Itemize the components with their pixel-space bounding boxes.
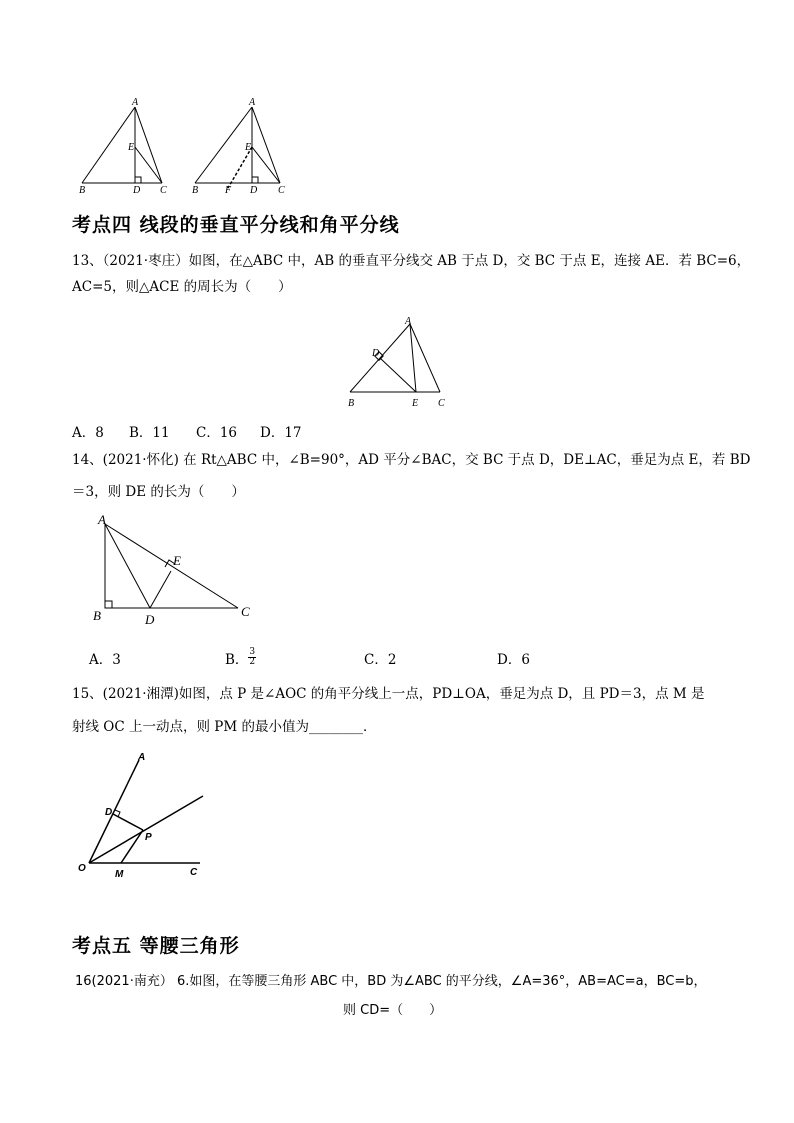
q14-option-b-label: B．	[225, 652, 249, 668]
q13-label-D: D	[372, 348, 380, 359]
label-D: D	[133, 185, 141, 195]
section4-title: 考点四 线段的垂直平分线和角平分线	[72, 214, 400, 236]
section5-title: 考点五 等腰三角形	[72, 935, 240, 957]
q14-option-b-fraction	[248, 648, 256, 667]
q15-label-M: M	[115, 869, 124, 880]
q14-option-b[interactable]	[225, 648, 256, 668]
q13-line2: AC=5，则△ACE 的周长为（ ）	[72, 279, 292, 295]
q13-option-a[interactable]: A．8	[72, 425, 104, 441]
q13-option-d[interactable]: D．17	[260, 425, 302, 441]
q15-label-C: C	[190, 867, 198, 878]
label-E: E	[128, 142, 135, 153]
q14-option-c[interactable]: C．2	[364, 652, 397, 668]
top-figures	[70, 95, 300, 195]
q13-line1: 13、（2021·枣庄）如图，在△ABC 中，AB 的垂直平分线交 AB 于点 D，交 BC 于点 E，连接 AE．若 BC=6，	[72, 253, 751, 269]
fraction-denominator: 2	[249, 656, 256, 667]
label-C: C	[160, 185, 167, 195]
q16-line2: 则 CD=（ ）	[343, 1003, 443, 1018]
q13-label-A: A	[405, 316, 412, 327]
label-A2: A	[249, 97, 256, 108]
label-B2: B	[192, 185, 199, 195]
q15-label-P: P	[145, 832, 152, 843]
q14-line2: ＝3，则 DE 的长为（ ）	[72, 484, 245, 500]
label-D2: D	[250, 185, 258, 195]
q15-label-O: O	[78, 863, 86, 874]
q13-option-c[interactable]: C．16	[196, 425, 238, 441]
q15-figure	[72, 748, 217, 883]
q14-line1: 14、(2021·怀化) 在 Rt△ABC 中，∠B=90°，AD 平分∠BAC，交 BC 于点 D，DE⊥AC，垂足为点 E，若 BD	[72, 452, 751, 468]
q13-label-E: E	[412, 398, 419, 409]
q14-option-a[interactable]: A．3	[89, 652, 121, 668]
q15-line2: 射线 OC 上一动点，则 PM 的最小值为________．	[72, 719, 377, 735]
q13-label-C: C	[438, 398, 445, 409]
q14-figure	[88, 510, 263, 630]
q16-line1: 16(2021·南充） 6.如图，在等腰三角形 ABC 中，BD 为∠ABC 的平分线，∠A=36°，AB=AC=a，BC=b，	[75, 974, 707, 989]
q13-label-B: B	[348, 398, 355, 409]
label-A: A	[132, 97, 139, 108]
q15-label-A: A	[138, 752, 146, 763]
label-B: B	[79, 185, 86, 195]
q14-label-D: D	[145, 612, 155, 627]
q14-label-B: B	[93, 608, 101, 623]
q13-figure	[342, 316, 457, 411]
top-left-triangle	[82, 107, 162, 183]
q15-line1: 15、(2021·湘潭)如图，点 P 是∠AOC 的角平分线上一点，PD⊥OA，垂足为点 D，且 PD＝3，点 M 是	[72, 686, 705, 702]
label-E2: E	[245, 142, 252, 153]
label-F2: F	[225, 185, 232, 195]
q14-option-d[interactable]: D．6	[497, 652, 530, 668]
top-right-triangle	[195, 107, 280, 188]
fraction-numerator: 3	[249, 646, 256, 657]
q14-label-A: A	[98, 512, 106, 527]
label-C2: C	[278, 185, 285, 195]
q14-label-E: E	[173, 553, 181, 568]
q14-label-C: C	[241, 604, 250, 619]
q13-option-b[interactable]: B．11	[129, 425, 170, 441]
q15-label-D: D	[105, 807, 113, 818]
